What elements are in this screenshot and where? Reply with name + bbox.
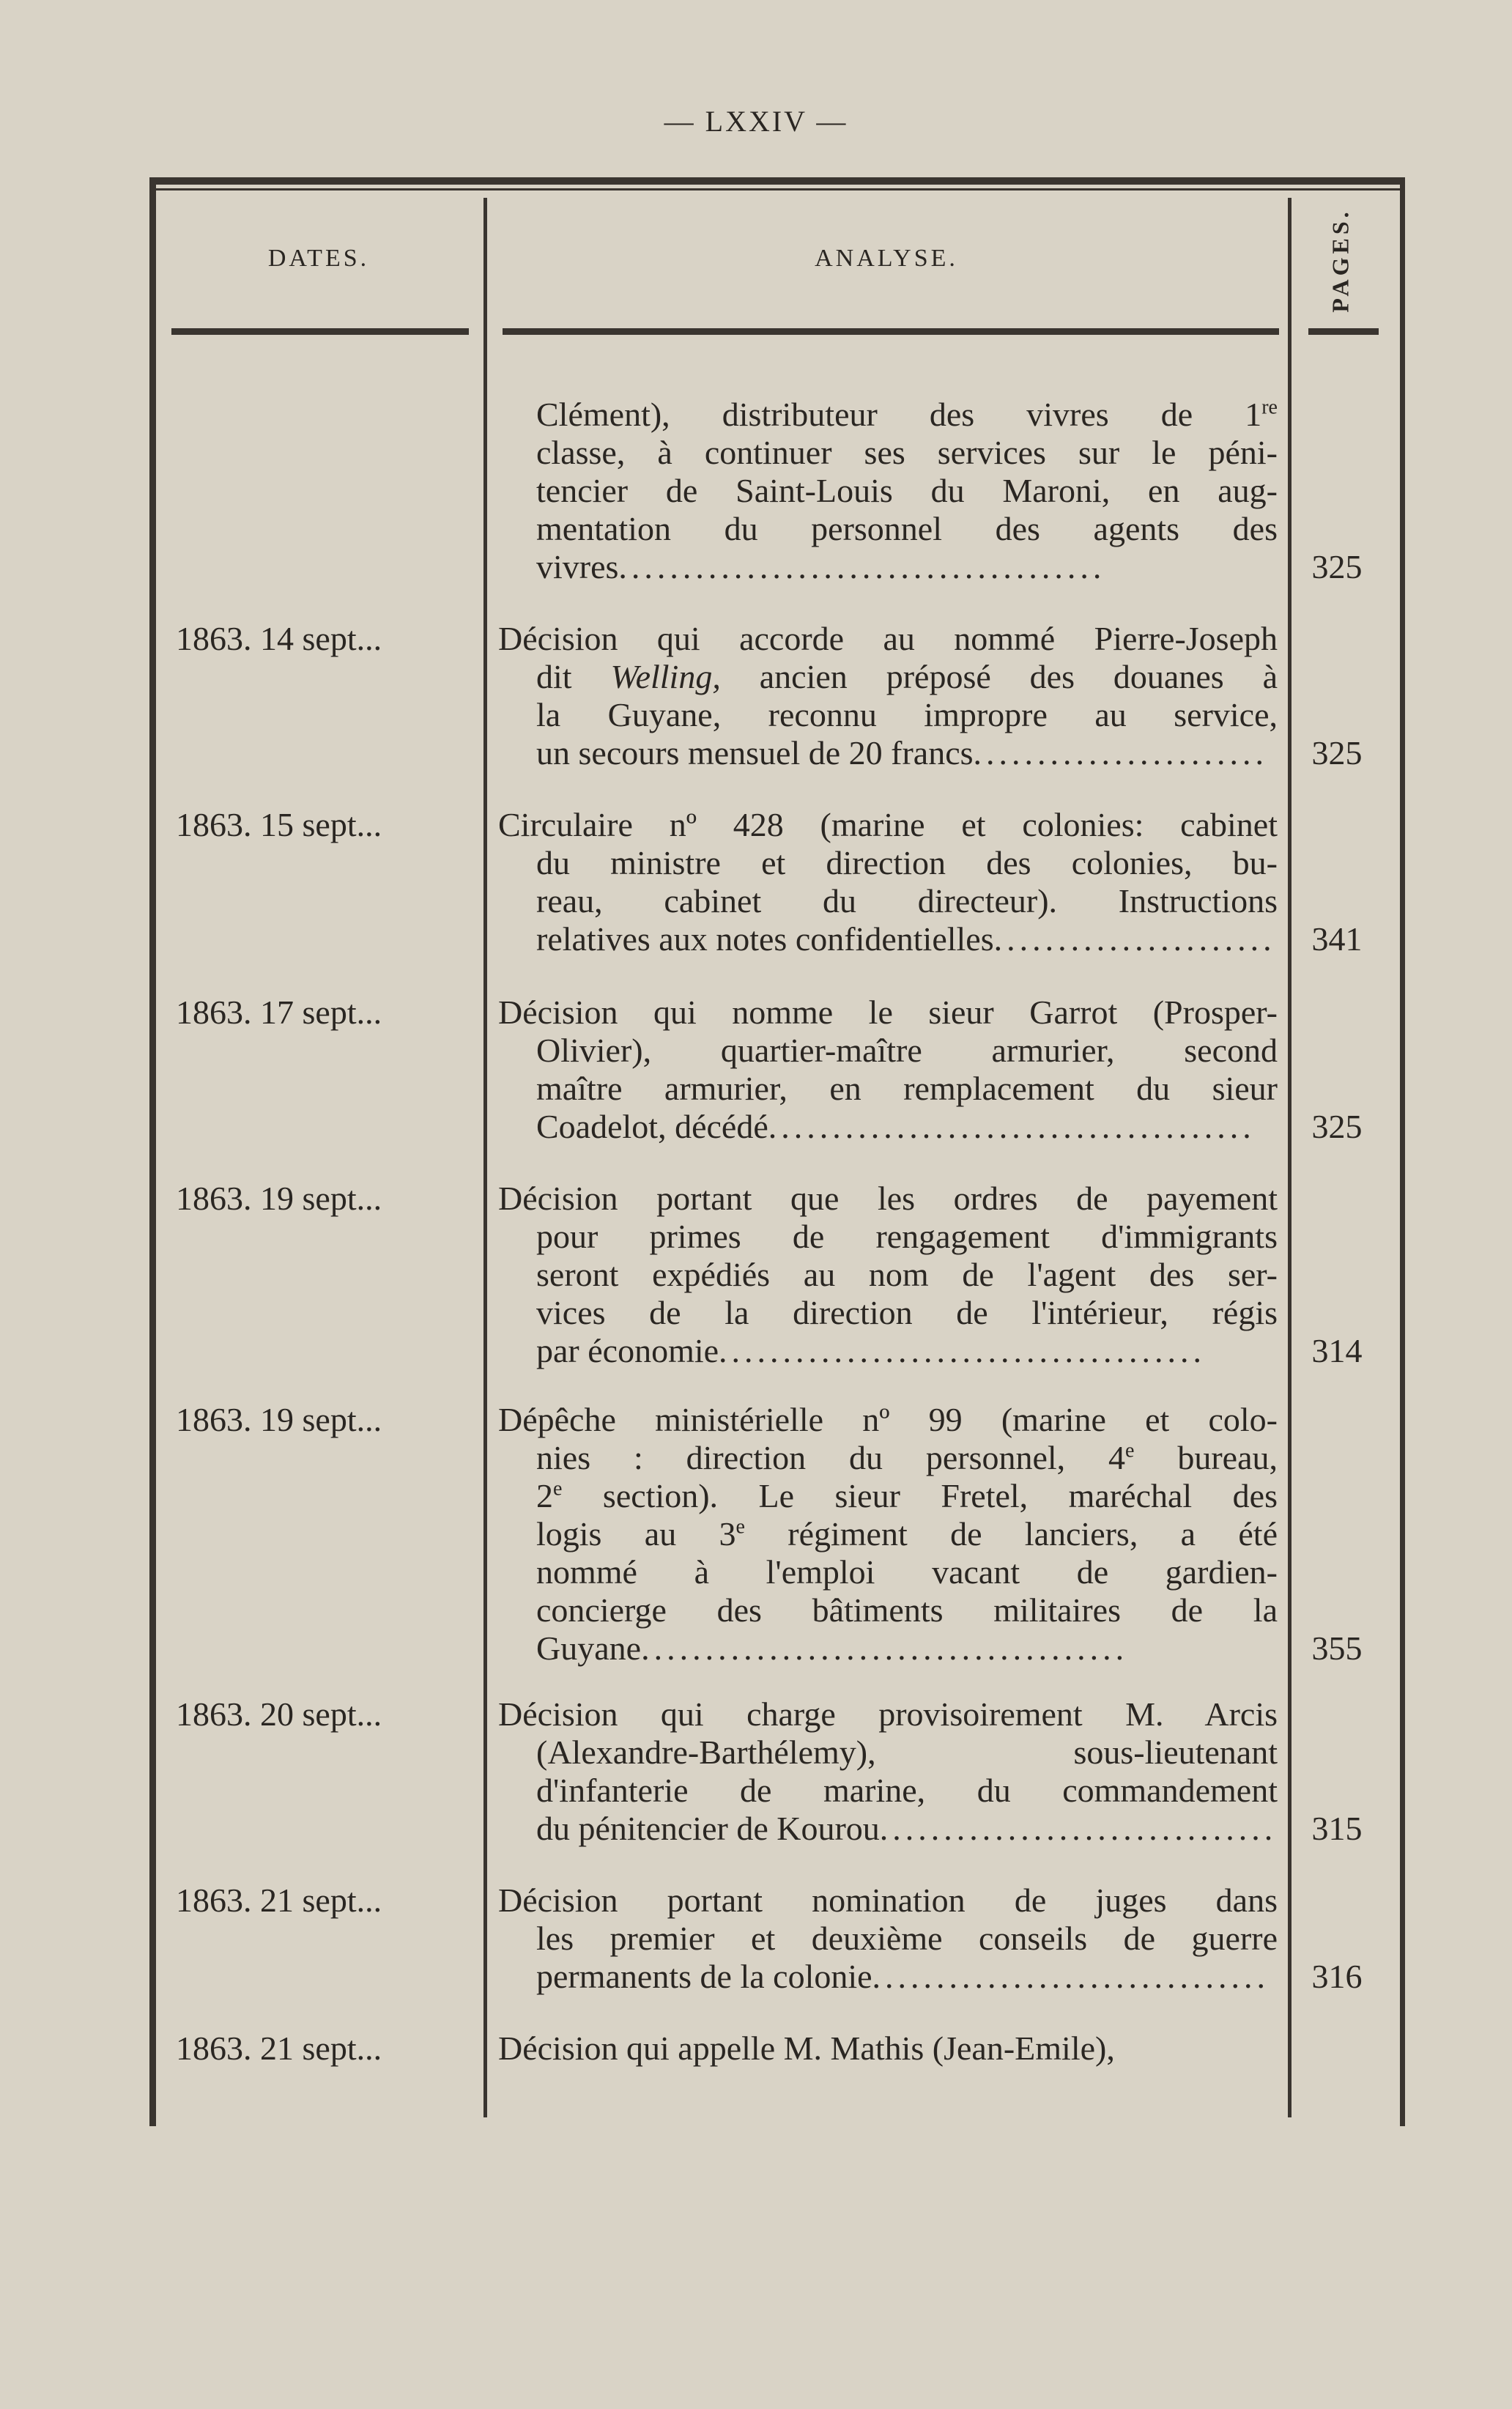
entry-date: 1863. 21 sept... — [176, 1881, 382, 1919]
entry-page: 314 — [1311, 1332, 1363, 1369]
column-divider-dates — [483, 198, 487, 2117]
header-rule-dates — [171, 328, 469, 335]
entry-analysis: Décision qui nomme le sieur Garrot (Prosper- Olivier), quartier-maître armurier, second maître armurier, en remplacement du sieur Coadelot, décédé...................................... — [498, 993, 1278, 1145]
entry-page: 316 — [1311, 1958, 1363, 1995]
entry-analysis: Décision portant que les ordres de payement pour primes de rengagement d'immigrants seront expédiés au nom de l'agent des ser- vices de la direction de l'intérieur, régis par économie...................................... — [498, 1180, 1278, 1369]
entry-analysis: Décision qui appelle M. Mathis (Jean-Emile), — [498, 2029, 1115, 2067]
entry-page: 325 — [1311, 734, 1363, 771]
entry-analysis: Décision portant nomination de juges dans les premier et deuxième conseils de guerre permanents de la colonie............................... — [498, 1881, 1278, 1995]
header-pages: PAGES. — [1327, 207, 1354, 313]
entry-date: 1863. 20 sept... — [176, 1695, 382, 1733]
entry-date: 1863. 17 sept... — [176, 993, 382, 1031]
entry-analysis: Décision qui charge provisoirement M. Arcis (Alexandre-Barthélemy), sous-lieutenant d'infanterie de marine, du commandement du pénitencier de Kourou............................... — [498, 1695, 1278, 1847]
entry-page: 355 — [1311, 1629, 1363, 1667]
entry-date: 1863. 19 sept... — [176, 1180, 382, 1217]
entry-page: 341 — [1311, 920, 1363, 958]
entry-page: 325 — [1311, 1108, 1363, 1145]
header-rule-pages — [1308, 328, 1379, 335]
entry-date: 1863. 19 sept... — [176, 1401, 382, 1438]
header-rule-analyse — [503, 328, 1279, 335]
entry-date: 1863. 14 sept... — [176, 620, 382, 657]
entry-date: 1863. 21 sept... — [176, 2029, 382, 2067]
entry-analysis: Circulaire nº 428 (marine et colonies: cabinet du ministre et direction des colonies, bu- reau, cabinet du directeur). Instructions relatives aux notes confidentielles...................... — [498, 806, 1278, 958]
entry-date: 1863. 15 sept... — [176, 806, 382, 843]
header-dates: DATES. — [267, 245, 370, 272]
entry-page: 315 — [1311, 1810, 1363, 1847]
column-divider-pages — [1288, 198, 1292, 2117]
entry-page: 325 — [1311, 548, 1363, 585]
entry-analysis: Dépêche ministérielle nº 99 (marine et colo- nies : direction du personnel, 4e bureau, 2e section). Le sieur Fretel, maréchal des logis au 3e régiment de lanciers, a été nommé à l'emploi vacant de gardien- concierge des bâtiments militaires de la Guyane...................................... — [498, 1401, 1278, 1667]
header-analyse: ANALYSE. — [815, 245, 958, 272]
page-number: — LXXIV — — [664, 105, 848, 138]
entry-analysis: Clément), distributeur des vivres de 1re classe, à continuer ses services sur le péni- tencier de Saint-Louis du Maroni, en aug- mentation du personnel des agents des vivres...................................... — [536, 396, 1278, 585]
entry-analysis: Décision qui accorde au nommé Pierre-Joseph dit Welling, ancien préposé des douanes à la Guyane, reconnu impropre au service, un secours mensuel de 20 francs....................... — [498, 620, 1278, 771]
